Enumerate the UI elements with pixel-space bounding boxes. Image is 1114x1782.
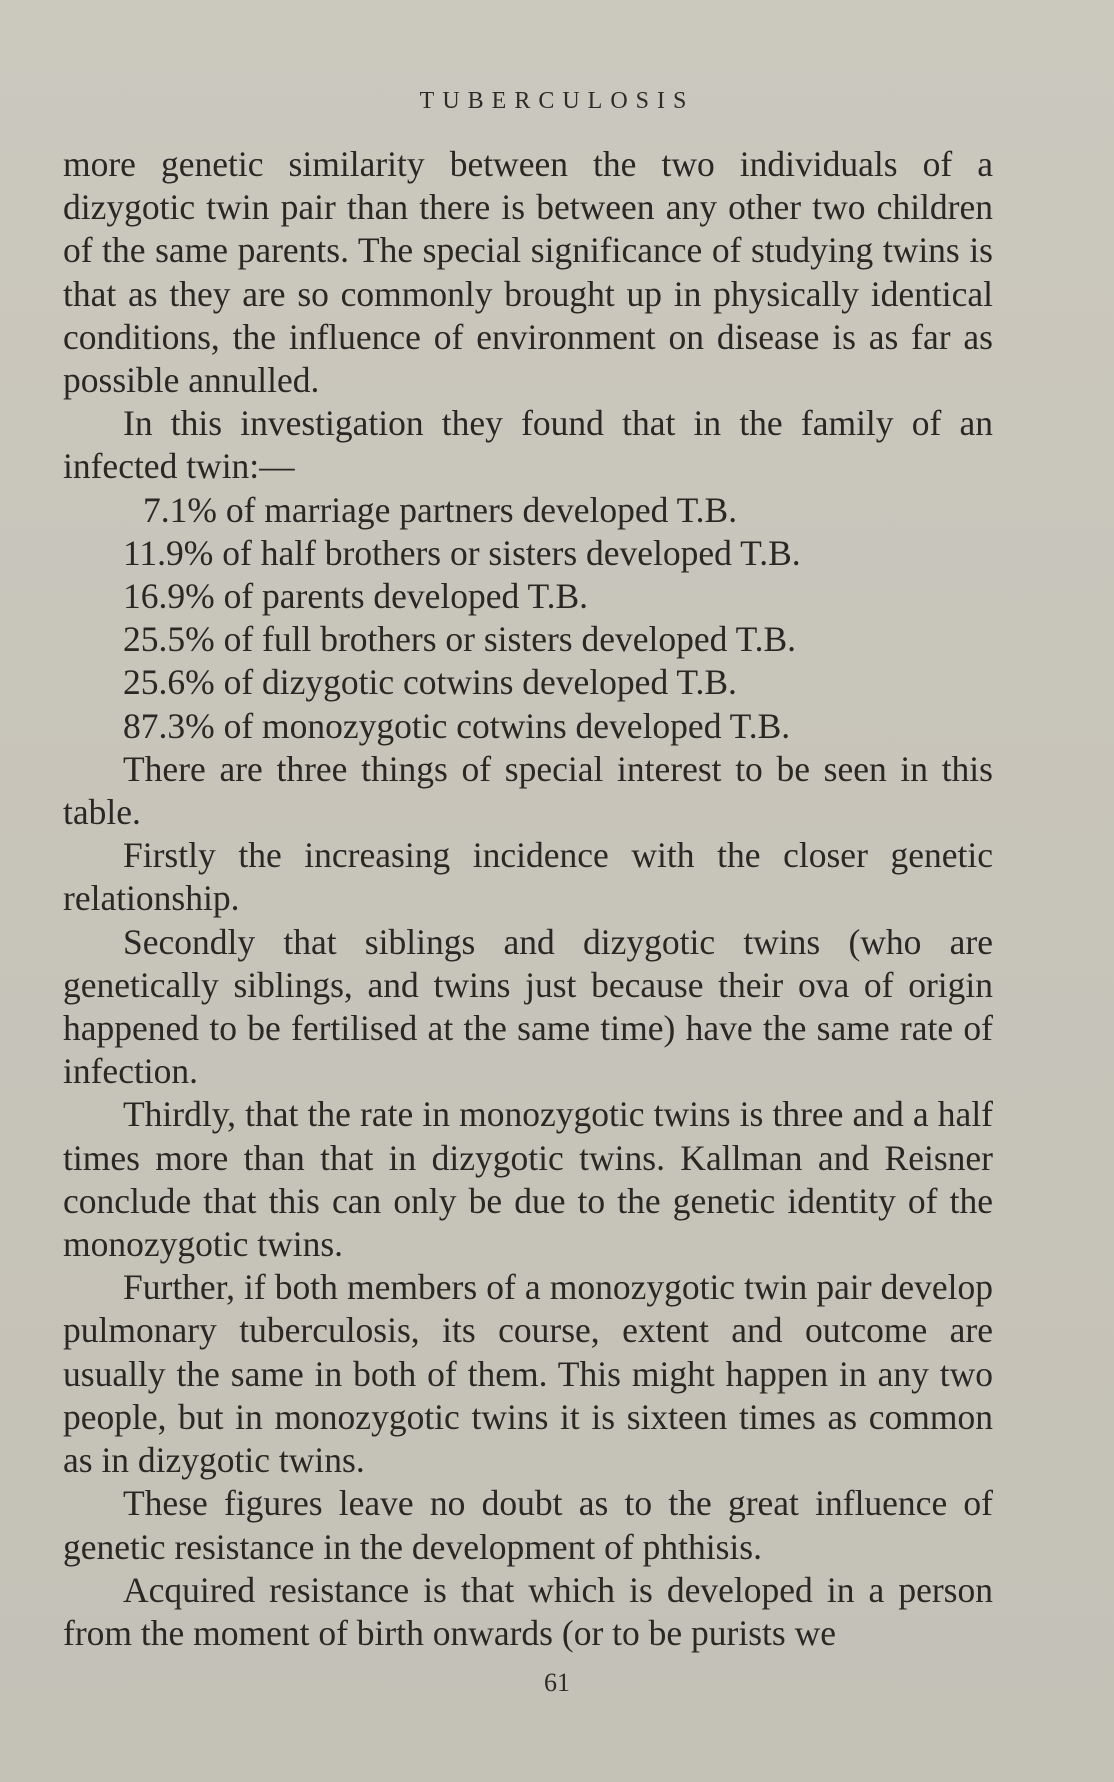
stat-full-siblings: 25.5% of full brothers or sisters developed T.B. [123,619,797,660]
stat-marriage-partners: 7.1% of marriage partners developed T.B. [143,489,738,530]
paragraph-7: Further, if both members of a monozygotic twin pair develop pulmonary tuberculosis, its course, extent and outcome are usually the same in both of them. This might happen in any two people, but in monozygotic twins it is sixteen times as common as in dizygotic twins. [63,1267,993,1481]
running-title: TUBERCULOSIS [419,88,695,114]
paragraph-8: These figures leave no doubt as to the great influence of genetic resistance in the development of phthisis. [63,1483,993,1567]
paragraph-5: Secondly that siblings and dizygotic twins (who are genetically siblings, and twins just because their ova of origin happened to be fertilised at the same time) have the same rate of infection. [63,921,993,1092]
paragraph-1: more genetic similarity between the two individuals of a dizygotic twin pair than there is between any other two children of the same parents. The special significance of studying twins is that as they are so commonly brought up in physically identical conditions, the influence of environment on disease is as far as possible annulled. [63,144,993,401]
paragraph-6: Thirdly, that the rate in monozygotic twins is three and a half times more than that in dizygotic twins. Kallman and Reisner conclude that this can only be due to the genetic identity of the monozygotic twins. [63,1094,993,1265]
statistics-list [63,489,993,748]
body-text [63,143,993,1655]
stat-half-siblings: 11.9% of half brothers or sisters developed T.B. [123,532,801,573]
stat-parents: 16.9% of parents developed T.B. [123,576,589,617]
paragraph-9: Acquired resistance is that which is developed in a person from the moment of birth onwards (or to be purists we [63,1569,993,1653]
paragraph-2: In this investigation they found that in the family of an infected twin:— [63,403,993,487]
paragraph-4: Firstly the increasing incidence with the closer genetic relationship. [63,835,993,919]
stat-monozygotic-cotwins: 87.3% of monozygotic cotwins developed T.B. [123,705,791,746]
paragraph-3: There are three things of special interest to be seen in this table. [63,748,993,833]
stat-dizygotic-cotwins: 25.6% of dizygotic cotwins developed T.B. [123,662,737,703]
page-number: 61 [544,1668,570,1697]
